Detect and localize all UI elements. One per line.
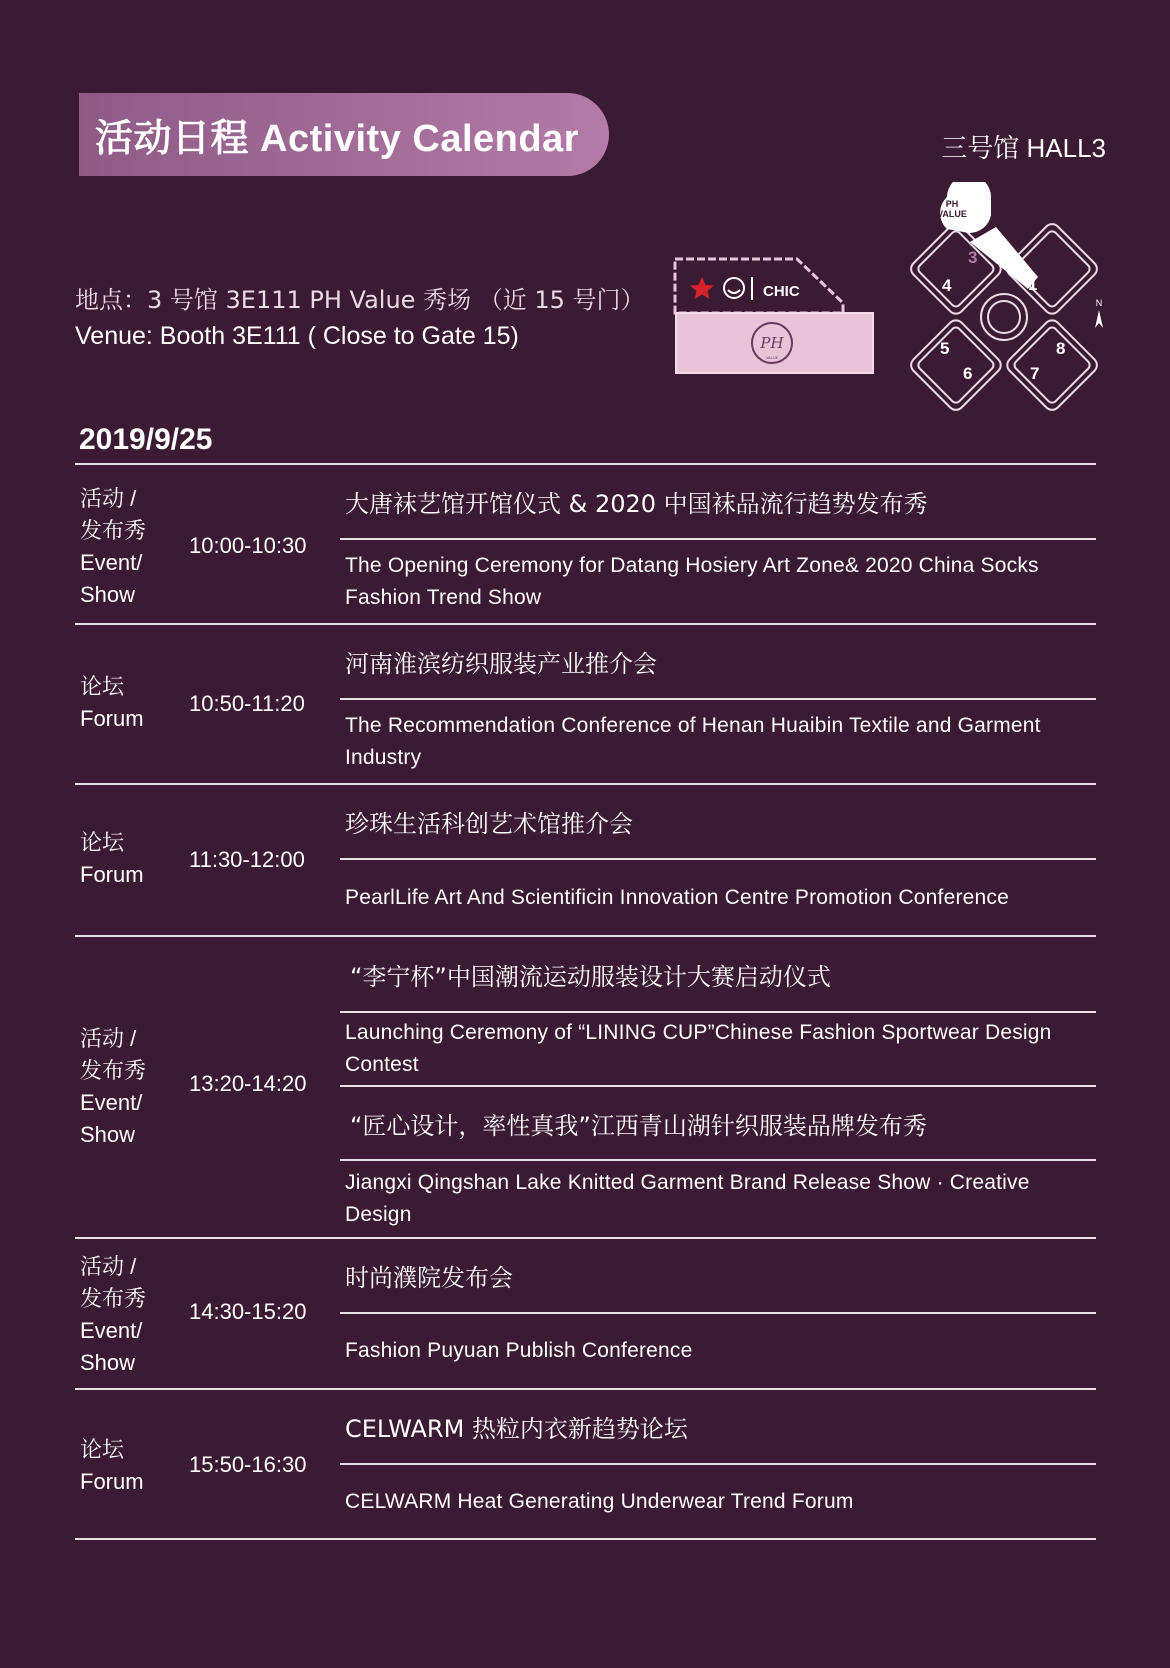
- north-label: N: [1095, 298, 1103, 308]
- event-title-en: The Opening Ceremony for Datang Hosiery Art Zone& 2020 China Socks Fashion Trend Show: [340, 538, 1096, 624]
- event-title-en: The Recommendation Conference of Henan Huaibin Textile and Garment Industry: [340, 698, 1096, 784]
- schedule-date: 2019/9/25: [79, 423, 213, 456]
- table-row: [75, 1388, 1096, 1540]
- event-title-en: Jiangxi Qingshan Lake Knitted Garment Brand Release Show · Creative Design: [340, 1159, 1096, 1237]
- map-pin-label: PH: [945, 199, 959, 209]
- table-row: [75, 783, 1096, 935]
- schedule-table: [75, 463, 1096, 1540]
- event-title-cn: “匠心设计，率性真我”江西青山湖针织服装品牌发布秀: [350, 1111, 927, 1140]
- hall-number: 3: [968, 248, 978, 267]
- svg-text:PH: PH: [760, 334, 784, 352]
- venue-english: Venue: Booth 3E111 ( Close to Gate 15): [75, 322, 519, 350]
- svg-text:VALUE: VALUE: [765, 355, 779, 360]
- north-arrow-icon: [1095, 310, 1103, 328]
- time-slot: 10:00-10:30: [189, 533, 307, 558]
- hall-number: 7: [1030, 364, 1040, 383]
- booth-map: [672, 255, 877, 377]
- event-title-cn: 大唐袜艺馆开馆仪式 & 2020 中国袜品流行趋势发布秀: [345, 490, 928, 518]
- event-title-cn: “李宁杯”中国潮流运动服装设计大赛启动仪式: [350, 962, 831, 991]
- category-label: 活动 / 发布秀 Event/ Show: [80, 1026, 147, 1147]
- page-title: 活动日程 Activity Calendar: [95, 118, 579, 160]
- title-banner: [79, 93, 609, 176]
- hall-map: [900, 182, 1110, 422]
- hall-number: 1: [1028, 275, 1038, 294]
- time-slot: 10:50-11:20: [189, 691, 305, 716]
- category-label: 论坛 Forum: [80, 674, 144, 731]
- event-title-cn: 河南淮滨纺织服装产业推介会: [345, 650, 657, 678]
- event-title-cn: CELWARM 热粒内衣新趋势论坛: [345, 1415, 688, 1443]
- time-slot: 11:30-12:00: [189, 847, 305, 872]
- event-title-cn: 时尚濮院发布会: [345, 1264, 513, 1292]
- hall-label: 三号馆 HALL3: [941, 133, 1106, 163]
- category-label: 论坛 Forum: [80, 1437, 144, 1494]
- smiley-icon: [724, 278, 744, 298]
- event-title-en: Fashion Puyuan Publish Conference: [340, 1312, 1096, 1388]
- table-row: [75, 1237, 1096, 1388]
- category-label: 论坛 Forum: [80, 830, 144, 887]
- table-row: [75, 623, 1096, 783]
- svg-text:VALUE: VALUE: [937, 209, 967, 219]
- event-title-en: CELWARM Heat Generating Underwear Trend Forum: [340, 1463, 1096, 1538]
- hall-number: 2: [1004, 251, 1014, 270]
- venue-chinese: 地点：3 号馆 3E111 PH Value 秀场 （近 15 号门）: [75, 286, 645, 314]
- category-label: 活动 / 发布秀 Event/ Show: [80, 486, 147, 607]
- event-title-en: PearlLife Art And Scientificin Innovation Centre Promotion Conference: [340, 858, 1096, 935]
- event-title-en: Launching Ceremony of “LINING CUP”Chinese Fashion Sportwear Design Contest: [340, 1011, 1096, 1087]
- table-row: [75, 935, 1096, 1237]
- hall-number: 5: [940, 339, 950, 358]
- hall-number: 6: [963, 364, 973, 383]
- time-slot: 15:50-16:30: [189, 1452, 307, 1477]
- table-row: [75, 463, 1096, 623]
- star-icon: [690, 277, 714, 299]
- chic-label: CHIC: [763, 283, 800, 300]
- event-title-cn: 珍珠生活科创艺术馆推介会: [345, 810, 633, 838]
- time-slot: 14:30-15:20: [189, 1299, 307, 1324]
- category-label: 活动 / 发布秀 Event/ Show: [80, 1254, 147, 1375]
- time-slot: 13:20-14:20: [189, 1071, 307, 1096]
- hall-number: 8: [1056, 339, 1066, 358]
- hall-number: 4: [942, 276, 952, 295]
